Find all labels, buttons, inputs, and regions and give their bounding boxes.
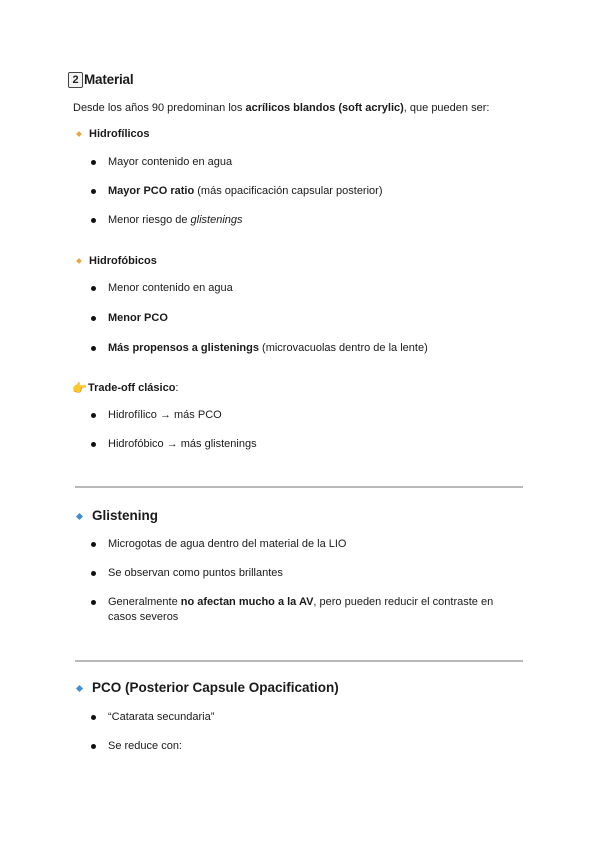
pointing-hand-icon: 👉 — [72, 381, 87, 395]
list-item: Menor riesgo de glistenings — [108, 214, 243, 226]
bullet-dot — [91, 316, 96, 321]
bullet-dot — [91, 346, 96, 351]
intro-text-start: Desde los años 90 predominan los — [73, 102, 246, 114]
blue-diamond-icon — [76, 685, 83, 692]
subheading-hydrophobic: Hidrofóbicos — [89, 255, 157, 267]
bullet-dot — [91, 413, 96, 418]
list-item: Generalmente no afectan mucho a la AV, pero pueden reducir el contraste en — [108, 596, 494, 608]
orange-diamond-icon — [76, 258, 82, 264]
list-item: Hidrofílico → más PCO — [108, 409, 222, 421]
bullet-dot — [91, 218, 96, 223]
list-item-continuation: casos severos — [108, 611, 179, 623]
intro-text-bold: acrílicos blandos (soft acrylic) — [245, 102, 404, 114]
list-item: Mayor contenido en agua — [108, 156, 233, 168]
subheading-hydrophilic: Hidrofílicos — [89, 128, 150, 140]
bullet-dot — [91, 442, 96, 447]
intro-text-end: , que pueden ser: — [403, 102, 490, 114]
bullet-dot — [91, 744, 96, 749]
orange-diamond-icon — [76, 131, 82, 137]
bullet-dot — [91, 600, 96, 605]
section-title-material: Material — [84, 72, 134, 87]
list-item: Microgotas de agua dentro del material de la LIO — [108, 538, 347, 550]
horizontal-rule — [75, 660, 523, 662]
list-item: Menor contenido en agua — [108, 282, 233, 294]
bullet-dot — [91, 189, 96, 194]
list-item: Mayor PCO ratio (más opacificación capsular posterior) — [108, 185, 383, 197]
intro-paragraph — [73, 102, 489, 114]
list-item: Hidrofóbico → más glistenings — [108, 438, 257, 450]
list-item: Menor PCO — [108, 312, 168, 324]
bullet-dot — [91, 715, 96, 720]
list-item: Más propensos a glistenings (microvacuolas dentro de la lente) — [108, 342, 428, 354]
section-title-pco: PCO (Posterior Capsule Opacification) — [92, 680, 339, 695]
list-item: “Catarata secundaria” — [108, 711, 215, 723]
blue-diamond-icon — [76, 513, 83, 520]
horizontal-rule — [75, 486, 523, 488]
list-item: Se reduce con: — [108, 740, 182, 752]
bullet-dot — [91, 542, 96, 547]
bullet-dot — [91, 286, 96, 291]
bullet-dot — [91, 571, 96, 576]
list-item: Se observan como puntos brillantes — [108, 567, 283, 579]
bullet-dot — [91, 160, 96, 165]
number-badge: 2 — [68, 72, 83, 88]
section-title-glistening: Glistening — [92, 508, 159, 523]
subheading-tradeoff: Trade-off clásico: — [88, 382, 179, 394]
